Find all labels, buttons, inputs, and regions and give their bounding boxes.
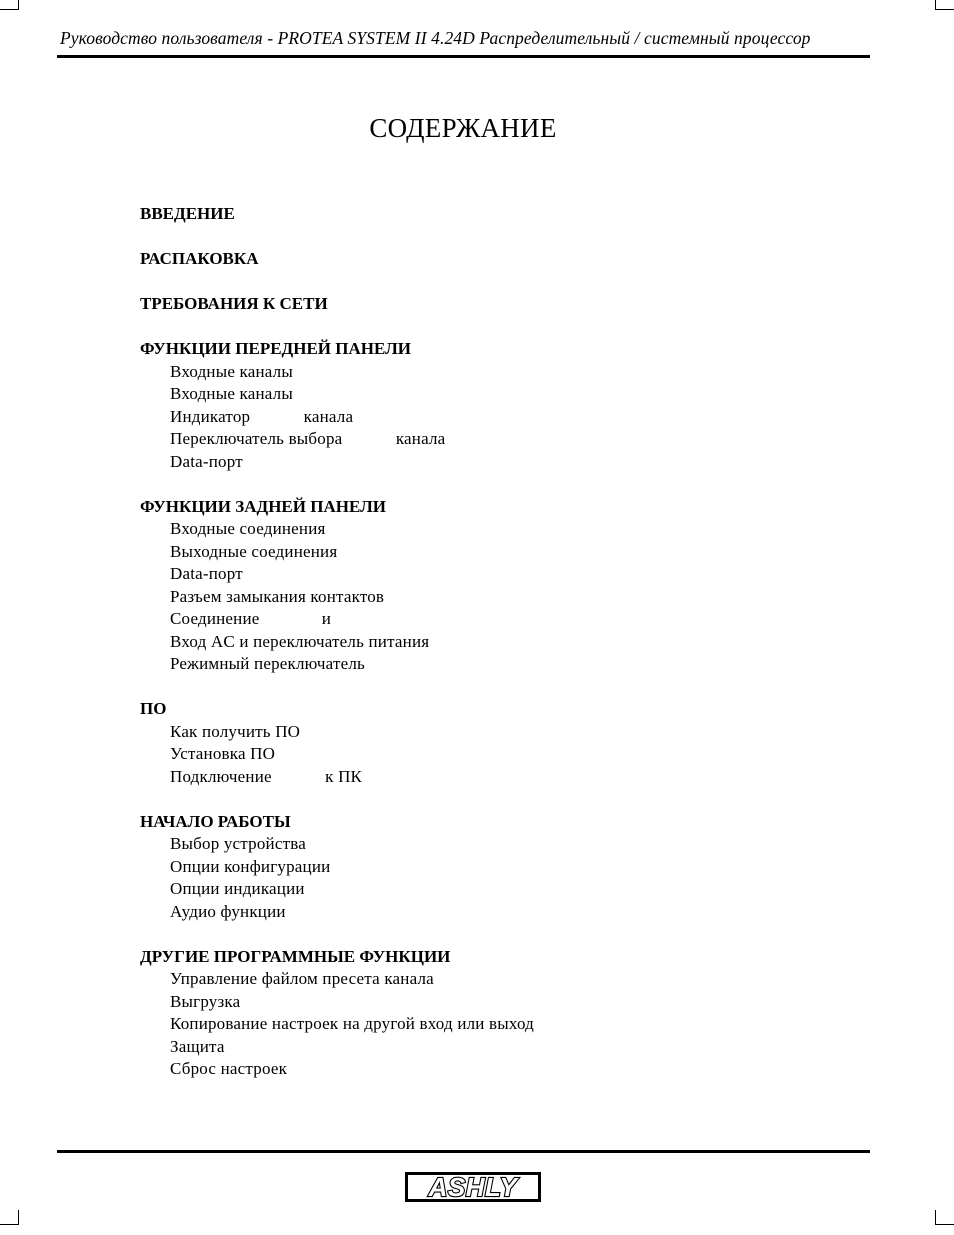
toc-item: Разъем замыкания контактов [170, 586, 385, 606]
toc-item: Входные соединения [170, 519, 326, 538]
footer-rule [57, 1150, 870, 1153]
toc-item-list [140, 721, 840, 789]
toc-item: Опции конфигурации [170, 856, 331, 876]
crop-mark-top-left [0, 9, 18, 10]
toc-section [140, 946, 840, 1081]
toc-section-heading: ФУНКЦИИ ЗАДНЕЙ ПАНЕЛИ [140, 496, 386, 516]
toc-section-heading: ФУНКЦИИ ПЕРЕДНЕЙ ПАНЕЛИ [140, 339, 411, 358]
toc-section [140, 248, 840, 271]
toc-section [140, 293, 840, 316]
toc-item: Выходные соединения [170, 541, 338, 561]
toc-item: Режимный переключатель [170, 654, 365, 673]
crop-mark-top-left [18, 0, 19, 10]
toc-item: Копирование настроек на другой вход или выход [170, 1014, 535, 1033]
toc-section-heading: ДРУГИЕ ПРОГРАММНЫЕ ФУНКЦИИ [140, 946, 451, 966]
toc-item: Индикатор канала [170, 406, 354, 426]
crop-mark-bottom-left [18, 1210, 19, 1225]
page-title: СОДЕРЖАНИЕ [369, 113, 557, 143]
toc-item: Защита [170, 1036, 225, 1056]
table-of-contents [140, 203, 840, 1103]
crop-mark-bottom-right [936, 1224, 954, 1225]
toc-section [140, 811, 840, 924]
toc-item: Data-порт [170, 564, 243, 583]
toc-section [140, 203, 840, 226]
toc-item: Соединение и [170, 609, 332, 628]
toc-item: Входные каналы [170, 384, 293, 403]
toc-item: Выгрузка [170, 991, 241, 1011]
toc-item: Опции индикации [170, 879, 305, 898]
toc-item-list [140, 968, 840, 1081]
ashly-logo [405, 1172, 541, 1202]
crop-mark-top-right [936, 9, 954, 10]
toc-item: Сброс настроек [170, 1059, 288, 1078]
toc-section-heading: ВВЕДЕНИЕ [140, 204, 235, 223]
toc-item: Переключатель выбора канала [170, 429, 446, 448]
toc-section [140, 338, 840, 473]
crop-mark-bottom-right [935, 1210, 936, 1225]
toc-section [140, 496, 840, 676]
toc-item: Аудио функции [170, 901, 286, 921]
toc-item: Выбор устройства [170, 834, 306, 853]
toc-item: Управление файлом пресета канала [170, 969, 434, 988]
toc-item: Как получить ПО [170, 721, 301, 741]
toc-section-heading: РАСПАКОВКА [140, 249, 259, 268]
toc-section-heading: НАЧАЛО РАБОТЫ [140, 811, 291, 831]
toc-item: Установка ПО [170, 744, 276, 763]
toc-item: Вход AC и переключатель питания [170, 631, 430, 651]
logo-wordmark: ASHLY [428, 1172, 518, 1202]
running-header: Руководство пользователя - PROTEA SYSTEM II 4.24D Распределительный / системный процессор [60, 28, 811, 48]
header-rule [57, 55, 870, 58]
toc-item: Data-порт [170, 451, 243, 471]
crop-mark-bottom-left [0, 1224, 18, 1225]
toc-section [140, 698, 840, 788]
crop-mark-top-right [935, 0, 936, 10]
toc-item: Подключение к ПК [170, 766, 363, 786]
toc-item: Входные каналы [170, 361, 293, 381]
toc-item-list [140, 518, 840, 676]
toc-item-list [140, 833, 840, 923]
toc-section-heading: ПО [140, 699, 167, 718]
toc-item-list [140, 361, 840, 474]
toc-section-heading: ТРЕБОВАНИЯ К СЕТИ [140, 294, 328, 313]
